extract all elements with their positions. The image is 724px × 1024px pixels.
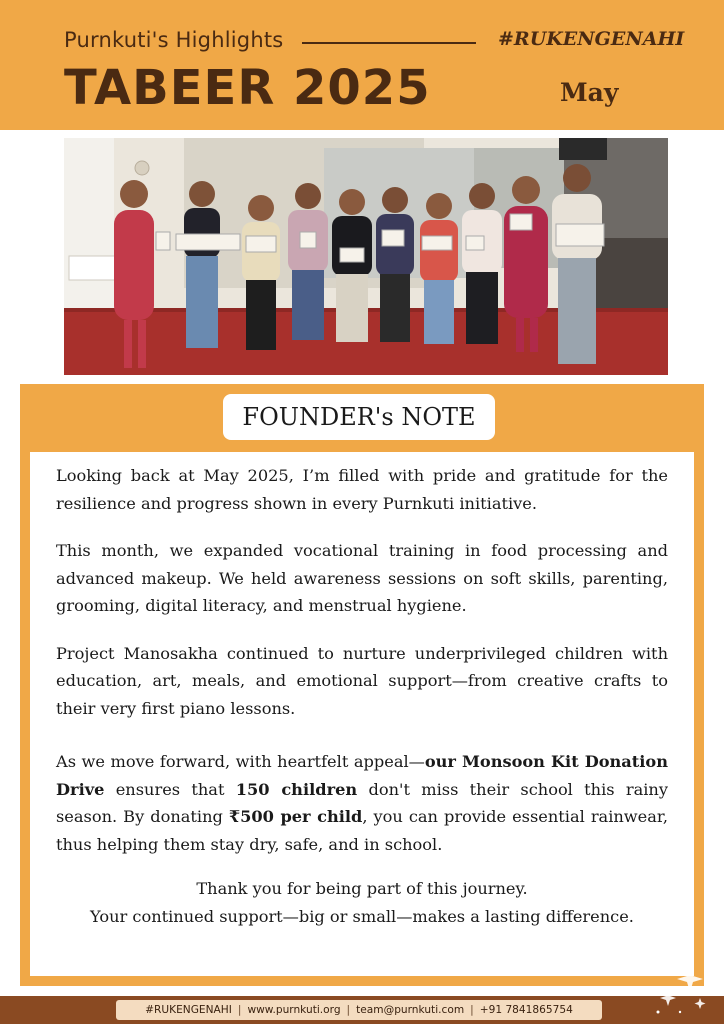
donation-amount-highlight: ₹500 per child bbox=[228, 807, 363, 826]
children-count-highlight: 150 children bbox=[235, 779, 358, 799]
kicker-divider bbox=[302, 42, 476, 44]
footer-contact bbox=[116, 1000, 602, 1020]
footer-separator: | bbox=[470, 1004, 474, 1016]
note-paragraph-3: Project Manosakha continued to nurture underprivileged children with education, art, meals, and emotional support—from creative crafts to their very first piano lessons. bbox=[56, 643, 668, 718]
sparkle-icon bbox=[650, 960, 714, 1020]
appeal-text-3: , you can provide essential rainwear, thus helping them stay dry, safe, and in school. bbox=[56, 807, 668, 854]
closing-line-1: Thank you for being part of this journey. bbox=[196, 879, 528, 898]
closing-line-2: Your continued support—big or small—makes a lasting difference. bbox=[90, 907, 634, 926]
appeal-intro: As we move forward, with heartfelt appeal— bbox=[56, 752, 425, 771]
founders-note-panel bbox=[20, 384, 704, 986]
note-paragraph-2: This month, we expanded vocational training in food processing and advanced makeup. We held awareness sessions on soft skills, parenting, grooming, digital literacy, and menstrual hygiene. bbox=[56, 541, 668, 615]
founders-note-body bbox=[56, 462, 668, 878]
appeal-text-2: don't miss their school this rainy season. By donating bbox=[56, 779, 668, 826]
footer-hashtag: #RUKENGENAHI bbox=[145, 1004, 232, 1016]
newsletter-title: TABEER 2025 bbox=[64, 60, 431, 116]
footer-separator: | bbox=[237, 1004, 242, 1016]
founders-note-title: FOUNDER's NOTE bbox=[223, 394, 495, 440]
highlights-kicker: Purnkuti's Highlights bbox=[64, 28, 284, 52]
newsletter-header bbox=[0, 0, 724, 130]
footer-email-link[interactable]: team@purnkuti.com bbox=[356, 1004, 465, 1016]
note-paragraph-4 bbox=[56, 748, 668, 858]
note-paragraph-1: Looking back at May 2025, I’m filled with pride and gratitude for the resilience and progress shown in every Purnkuti initiative. bbox=[56, 466, 668, 513]
founders-note-card bbox=[30, 452, 694, 976]
footer-phone[interactable]: +91 7841865754 bbox=[479, 1004, 573, 1016]
footer-website-link[interactable]: www.purnkuti.org bbox=[247, 1004, 341, 1016]
header-hashtag: #RUKENGENAHI bbox=[498, 28, 685, 50]
issue-month: May bbox=[560, 78, 619, 107]
closing-message bbox=[30, 875, 694, 931]
group-photo bbox=[64, 138, 668, 375]
monsoon-kit-drive-highlight: our Monsoon Kit Donation Drive bbox=[56, 752, 668, 799]
group-photo-illustration bbox=[64, 138, 668, 375]
appeal-text-1: ensures that bbox=[104, 779, 236, 799]
footer-separator: | bbox=[346, 1004, 351, 1016]
